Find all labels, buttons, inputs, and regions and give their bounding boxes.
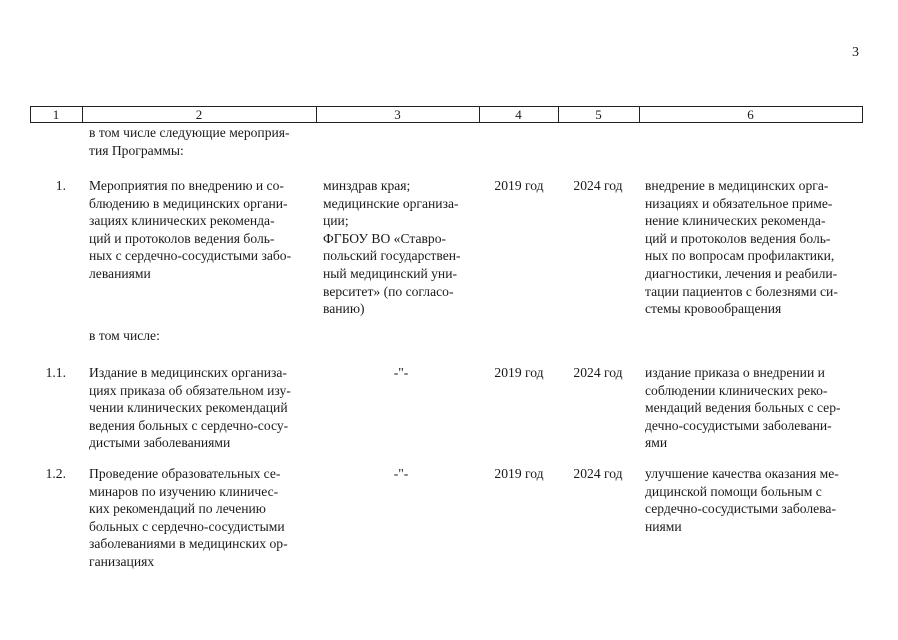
header-cell-5: 5 [595,107,602,122]
result-cell: улучшение качества оказания ме- дицинской помощи больным с сердечно-сосудистыми заболева- ниями [645,466,839,534]
end-year-cell: 2024 год [573,178,623,193]
measure-cell: Издание в медицинских организа- циях приказа об обязательном изу- чении клинических рекомендаций ведения больных с сердечно-сосу- дистыми заболеваниями [89,365,291,451]
start-year-cell: 2019 год [494,466,544,481]
end-year-cell: 2024 год [573,365,623,380]
result-cell: внедрение в медицинских орга- низациях и обязательное приме- нение клинических рекоменда- ций и протоколов ведения боль- ных по вопросам профилактики, диагностики, лечения и реабили- тации пациентов с болезнями си- стемы кровообращения [645,178,838,317]
start-year-cell: 2019 год [494,365,544,380]
start-year-cell: 2019 год [494,178,544,193]
subheading-text: в том числе: [89,328,160,343]
intro-text: в том числе следующие мероприя- тия Программы: [89,125,290,158]
executor-cell: -"- [393,365,409,380]
header-cell-3: 3 [394,107,401,122]
header-cell-6: 6 [747,107,754,122]
end-year-cell: 2024 год [573,466,623,481]
measure-cell: Проведение образовательных се- минаров по изучению клиничес- ких рекомендаций по лечению больных с сердечно-сосудистыми заболеваниями в медицинских ор- ганизациях [89,466,288,569]
header-cell-2: 2 [195,107,203,122]
column-divider [862,106,863,123]
executor-cell: минздрав края; медицинские организа- ции; ФГБОУ ВО «Ставро- польский государствен- ный медицинский уни- верситет» (по согласо- ванию) [323,178,461,317]
table-header-row [30,106,863,123]
row-number: 1.2. [45,466,66,481]
header-cell-1: 1 [52,107,60,122]
executor-cell: -"- [393,466,409,481]
measure-cell: Мероприятия по внедрению и со- блюдению в медицинских органи- зациях клинических рекоменда- ций и протоколов ведения боль- ных с сердечно-сосудистыми забо- леваниями [89,178,292,281]
row-number: 1.1. [45,365,66,380]
result-cell: издание приказа о внедрении и соблюдении клинических реко- мендаций ведения больных с сер- дечно-сосудистыми заболевани- ями [645,365,841,451]
row-number: 1. [55,178,66,193]
header-cell-4: 4 [515,107,522,122]
page-number: 3 [852,45,859,60]
